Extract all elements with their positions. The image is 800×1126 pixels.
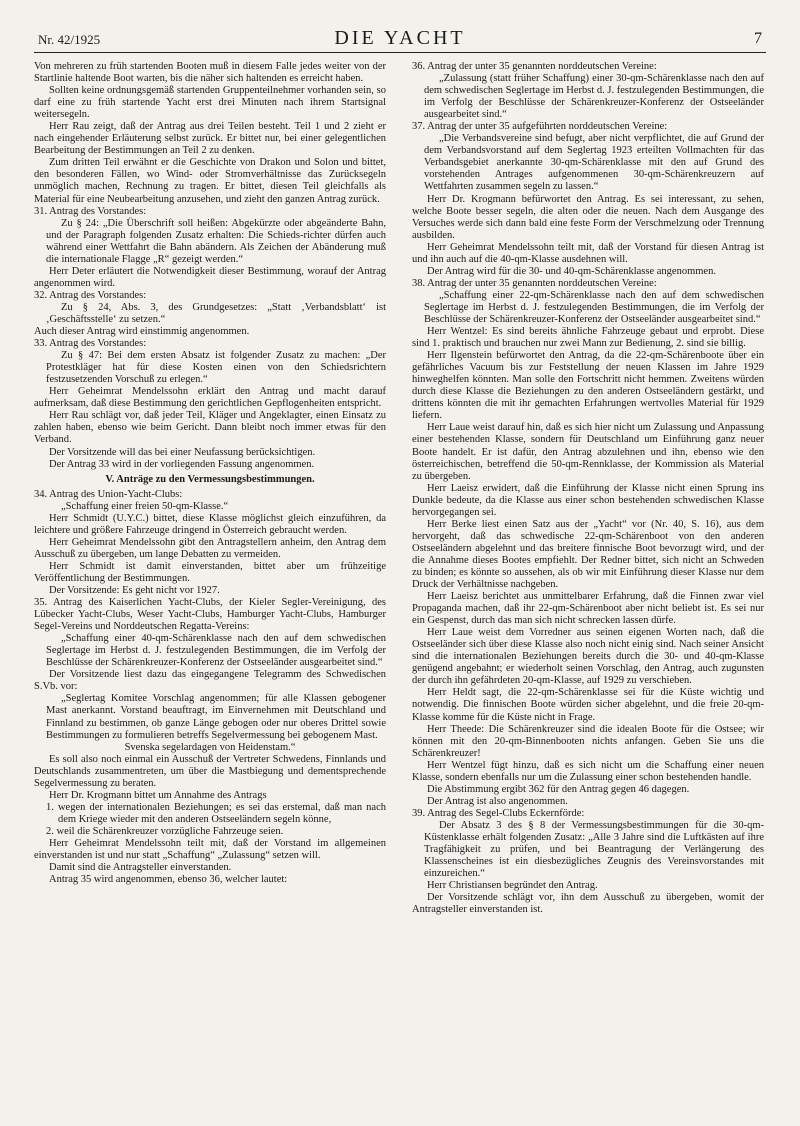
motion-heading: 38. Antrag der unter 35 genannten norddeutschen Vereine: <box>412 277 657 289</box>
numbered-point: 1. wegen der internationalen Beziehungen; es sei das erstemal, daß man nach dem Kriege wieder mit den anderen Ostseeländern segeln könne, <box>46 801 386 825</box>
paragraph: Der Vorsitzende will das bei einer Neufassung berücksichtigen. <box>49 446 316 458</box>
paragraph: Herr Theede: Die Schärenkreuzer sind die idealen Boote für die Ostsee; wir können mit den 20-qm-Binnenbooten nichts anfangen. Geben Sie uns die Schärenkreuzer! <box>412 723 764 759</box>
paragraph: Herr Schmidt ist damit einverstanden, bittet aber um frühzeitige Veröffentlichung der Bestimmungen. <box>34 560 386 584</box>
paragraph: Herr Wentzel: Es sind bereits ähnliche Fahrzeuge gebaut und erprobt. Diese sind 1. praktisch und brauchen nur zwei Mann zur Bedienung, 2. sind sie billig. <box>412 326 764 350</box>
section-heading: V. Anträge zu den Vermessungsbestimmungen. <box>105 473 315 485</box>
quoted-motion: Der Absatz 3 des § 8 der Vermessungsbestimmungen für die 30-qm-Küstenklasse erhält folgenden Zusatz: „Alle 3 Jahre sind die Luftkästen auf ihre Tragfähigkeit zu prüfen, und bei Beantragung der Verlängerung des Klassenscheines ist ein diesbezügliches Zeugnis des Vereinsvorstandes mit einzureichen.“ <box>424 819 764 880</box>
paragraph: Der Vorsitzende: Es geht nicht vor 1927. <box>49 585 220 597</box>
right-column <box>412 61 764 916</box>
paragraph: Auch dieser Antrag wird einstimmig angenommen. <box>34 326 250 338</box>
paragraph: Der Antrag 33 wird in der vorliegenden Fassung angenommen. <box>49 458 315 470</box>
paragraph: Herr Laue weist darauf hin, daß es sich hier nicht um Zulassung und Anpassung einer bestehenden Klasse, sondern für Deutschland um Einführung ganz neuer Boote handelt. Er ist dafür, den Antrag abzulehnen und ihn, ebenso wie den österreichischen, betreffend die 50-qm-Rennklasse, der Kommission als Material zu übergeben. <box>412 422 764 482</box>
issue-number: Nr. 42/1925 <box>38 32 101 47</box>
paragraph: Herr Geheimrat Mendelssohn teilt mit, daß der Vorstand für diesen Antrag ist und ihn auch auf die 40-qm-Klasse ausdehnen will. <box>412 241 764 265</box>
paragraph: Zum dritten Teil erwähnt er die Geschichte von Drakon und Solon und bittet, den besonderen Fällen, wo Wind- oder Stromverhältnisse das Zurücksegeln unmöglich machen, Rechnung zu tragen. Er bittet, diesen Teil gleichfalls als Material für eine Neubearbeitung anzusehen, und zieht den ganzen Antrag zurück. <box>34 157 386 205</box>
motion-heading: 37. Antrag der unter 35 aufgeführten norddeutschen Vereine: <box>412 121 668 133</box>
motion-heading: 33. Antrag des Vorstandes: <box>34 338 147 350</box>
paragraph: Herr Wentzel fügt hinzu, daß es sich nicht um die Schaffung einer neuen Klasse, sondern ebenfalls nur um die Zulassung einer schon bestehenden handle. <box>412 759 764 783</box>
paragraph: Die Abstimmung ergibt 362 für den Antrag gegen 46 dagegen. <box>427 783 690 795</box>
paragraph: Herr Geheimrat Mendelssohn teilt mit, daß der Vorstand im allgemeinen einverstanden ist und nur statt „Schaffung“ „Zulassung“ setzen will. <box>34 838 386 862</box>
paragraph: Der Vorsitzende schlägt vor, ihn dem Ausschuß zu übergeben, womit der Antragsteller einverstanden ist. <box>412 892 764 916</box>
left-column <box>34 61 386 886</box>
telegram-signature: Svenska segelardagen von Heidenstam.“ <box>124 741 296 753</box>
quoted-motion: „Die Verbandsvereine sind befugt, aber nicht verpflichtet, die auf Grund der dem Verbandsvorstand auf dem Seglertag 1923 erteilten Vollmachten für das Verbandsgebiet anerkannte 30-qm-Schärenklasse mit den auf Grund des vorstehenden Antrages aufgenommenen 30-qm-Schärenkreuzern auf Wettfahrten zusammen segeln zu lassen.“ <box>424 133 764 193</box>
paragraph: Herr Geheimrat Mendelssohn erklärt den Antrag und macht darauf aufmerksam, daß diese Bestimmung den gerichtlichen Gepflogenheiten entspricht. <box>34 386 386 410</box>
quoted-motion: „Schaffung einer freien 50-qm-Klasse.“ <box>61 500 229 512</box>
numbered-point: 2. weil die Schärenkreuzer vorzügliche Fahrzeuge seien. <box>46 825 284 837</box>
quoted-motion: „Seglertag Komitee Vorschlag angenommen; für alle Klassen gebogener Mast anerkannt. Vorstand beauftragt, im Einvernehmen mit Deutschland und Finnland zu bestimmen, ob ganze Länge gebogen oder nur oberes Drittel sowie Bestimmungen zu formulieren betreffs Segelvermessung bei gebogenem Mast. <box>46 693 386 741</box>
motion-heading: 39. Antrag des Segel-Clubs Eckernförde: <box>412 807 585 819</box>
quoted-motion: Zu § 24: „Die Überschrift soll heißen: Abgekürzte oder abgeänderte Bahn, und der Paragraph folgenden Zusatz erhalten: Die Schieds-richter dürfen auch während einer Wettfahrt die Bahn abändern. Als Zeichen der Abänderung muß die internationale Flagge „R“ gezeigt werden.“ <box>46 217 386 265</box>
paragraph: Der Antrag ist also angenommen. <box>427 795 568 807</box>
paragraph: Der Vorsitzende liest dazu das eingegangene Telegramm des Schwedischen S.Vb. vor: <box>34 669 386 693</box>
paragraph: Herr Rau zeigt, daß der Antrag aus drei Teilen besteht. Teil 1 und 2 zieht er nach eingehender Erläuterung selbst zurück. Er bittet nur, bei einer gelegentlichen Bearbeitung der Bestimmungen an Teil 2 zu denken. <box>34 121 386 157</box>
paragraph: Herr Geheimrat Mendelssohn gibt den Antragstellern anheim, den Antrag dem Ausschuß zu übergeben, um lange Debatten zu vermeiden. <box>34 536 386 560</box>
paragraph: Der Antrag wird für die 30- und 40-qm-Schärenklasse angenommen. <box>427 265 716 277</box>
paragraph: Damit sind die Antragsteller einverstanden. <box>49 862 232 874</box>
paragraph: Herr Dr. Krogmann befürwortet den Antrag. Es sei interessant, zu sehen, welche Boote besser segeln, die alten oder die neuen. Nach dem Ausgange des Versuches werde sich dann bald eine feste Form der Verschmelzung oder Trennung ausbilden. <box>412 193 764 241</box>
paragraph: Herr Laue weist dem Vorredner aus seinen eigenen Worten nach, daß die Ostseeländer sich über diese Klasse also noch nicht einig sind. Nach seiner Ansicht sind die internationalen Beziehungen bereits durch die 30- und 40-qm-Klasse genügend angebahnt; er wiederholt seinen Vorschlag, den Antrag, auch zugunsten der durch ihn gefährdeten 20-qm-Klasse, auf 1929 zu verschieben. <box>412 627 764 687</box>
motion-heading: 34. Antrag des Union-Yacht-Clubs: <box>34 488 183 500</box>
paragraph: Herr Christiansen begründet den Antrag. <box>427 880 598 892</box>
paragraph: Herr Rau schlägt vor, daß jeder Teil, Kläger und Angeklagter, einen Einsatz zu zahlen haben, ebenso wie beim Gericht. Dann bleibt noch immer etwas für den Verband. <box>34 410 386 446</box>
motion-heading: 31. Antrag des Vorstandes: <box>34 205 147 217</box>
paragraph: Es soll also noch einmal ein Ausschuß der Vertreter Schwedens, Finnlands und Deutschlands zusammentreten, um über die Mastbiegung und dementsprechende Segelvermessung zu beraten. <box>34 753 386 789</box>
motion-heading: 35. Antrag des Kaiserlichen Yacht-Clubs, der Kieler Segler-Vereinigung, des Lübecker Yacht-Clubs, Weser Yacht-Clubs, Hamburger Yacht-Clubs, Hamburger Segel-Vereins und Norddeutschen Regatta-Vereins: <box>34 597 386 633</box>
paragraph: Herr Ilgenstein befürwortet den Antrag, da die 22-qm-Schärenboote über ein gefährliches Vacuum bis zur Feststellung der neuen Klassen im Jahre 1929 hinweghelfen könnten. Man solle den Fortschritt nicht hemmen. Zweitens würden durch diese Klasse die Beziehungen zu den anderen Ostseeländern gestärkt, und drittens könnten die mit ihr gemachten Erfahrungen wertvolles Material für 1929 liefern. <box>412 350 764 422</box>
magazine-title: DIE YACHT <box>334 27 466 49</box>
paragraph: Herr Heldt sagt, die 22-qm-Schärenklasse sei für die Küste wichtig und notwendig. Die finnischen Boote würden sicher abgelehnt, und die freie 20-qm-Klasse komme für die Küste nicht in Frage. <box>412 687 764 723</box>
paragraph: Herr Berke liest einen Satz aus der „Yacht“ vor (Nr. 40, S. 16), aus dem hervorgeht, daß das schwedische 22-qm-Schärenboot von den anderen Ostseeländern abgelehnt und das breitere finnische Boot bevorzugt wird, und der die Annahme dieses Bootes empfiehlt. Der Redner bittet, sich nicht an Schweden zu binden; es könnte so aussehen, als ob wir mit Einführung dieser Klasse nur dem Druck der Verhältnisse nachgeben. <box>412 518 764 591</box>
paragraph: Herr Schmidt (U.Y.C.) bittet, diese Klasse möglichst gleich einzuführen, da leichtere und größere Fahrzeuge dringend in Österreich gebraucht werden. <box>34 512 386 536</box>
quoted-motion: Zu § 24, Abs. 3, des Grundgesetzes: „Statt ‚Verbandsblatt‘ ist ‚Geschäftsstelle‘ zu setzen.“ <box>46 301 386 325</box>
paragraph: Herr Deter erläutert die Notwendigkeit dieser Bestimmung, worauf der Antrag angenommen wird. <box>34 265 386 289</box>
quoted-motion: „Zulassung (statt früher Schaffung) einer 30-qm-Schärenklasse nach den auf dem schwedischen Seglertage im Herbst d. J. festzulegenden Bestimmungen, die im Verfolg der Beschlüsse der Schärenkreuzer-Konferenz der Ostseeländer ausgearbeitet sind.“ <box>424 73 764 121</box>
page-number: 7 <box>754 30 762 47</box>
quoted-motion: „Schaffung einer 40-qm-Schärenklasse nach den auf dem schwedischen Seglertage im Herbst d. J. festzulegenden Bestimmungen, die im Verfolg der Beschlüsse der Schärenkreuzer-Konferenz der Ostseeländer ausgearbeitet sind.“ <box>46 633 386 669</box>
paragraph: Antrag 35 wird angenommen, ebenso 36, welcher lautet: <box>49 874 288 886</box>
page-header <box>34 26 766 53</box>
paragraph: Herr Laeisz erwidert, daß die Einführung der Klasse nicht einen Sprung ins Dunkle bedeute, da die Klasse aus einer schon bestehenden schwedischen Klasse hervorgegangen sei. <box>412 482 764 518</box>
paragraph: Von mehreren zu früh startenden Booten muß in diesem Falle jedes weiter von der Startlinie haltende Boot warten, bis die näher sich haltenden es erreicht haben. <box>34 61 386 85</box>
paragraph: Herr Dr. Krogmann bittet um Annahme des Antrags <box>49 789 267 801</box>
paragraph: Herr Laeisz berichtet aus unmittelbarer Erfahrung, daß die Finnen zwar viel Propaganda machen, daß ihr 22-qm-Schärenboot aber nicht beliebt ist. Es sei nur ein Gespenst, durch das man sich nicht schrecken lassen dürfe. <box>412 591 764 627</box>
motion-heading: 36. Antrag der unter 35 genannten norddeutschen Vereine: <box>412 61 657 72</box>
motion-heading: 32. Antrag des Vorstandes: <box>34 289 147 301</box>
quoted-motion: Zu § 47: Bei dem ersten Absatz ist folgender Zusatz zu machen: „Der Protestkläger hat für diese Kosten einen von den Schiedsrichtern festzusetzenden Vorschuß zu erlegen.“ <box>46 350 386 386</box>
quoted-motion: „Schaffung einer 22-qm-Schärenklasse nach den auf dem schwedischen Seglertage im Herbst d. J. festzulegenden Bestimmungen, die im Verfolg der Beschlüsse der Schärenkreuzer-Konferenz der Ostseeländer ausgearbeitet sind.“ <box>424 289 764 325</box>
paragraph: Sollten keine ordnungsgemäß startenden Gruppenteilnehmer vorhanden sein, so darf eine zu früh startende Yacht erst drei Minuten nach ihrem Startsignal weitersegeln. <box>34 85 386 121</box>
